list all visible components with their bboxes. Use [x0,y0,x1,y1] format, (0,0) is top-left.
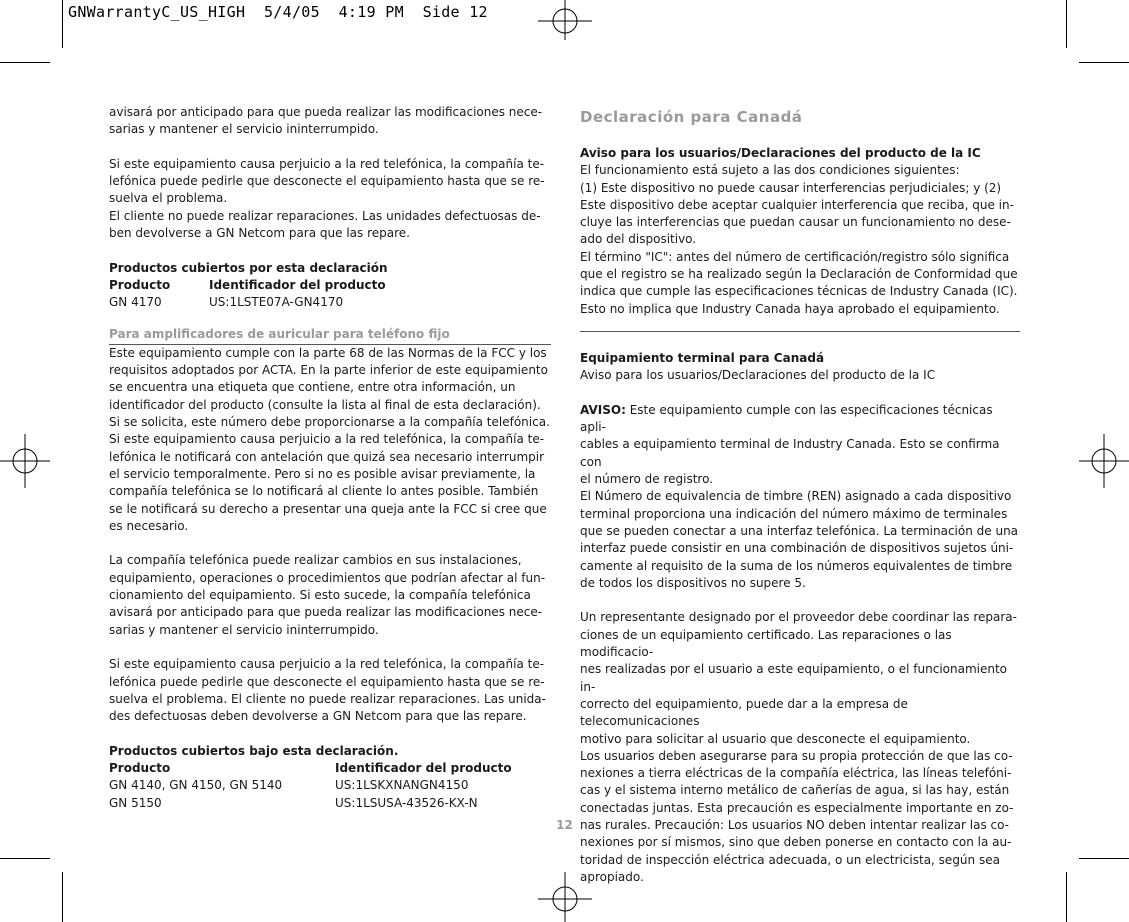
products-heading: Productos cubiertos bajo esta declaración. [109,743,399,758]
text-line: toridad de inspección eléctrica adecuada, o un electricista, según sea [580,852,1000,867]
text-line: el número de registro. [580,472,714,487]
paragraph [109,552,551,638]
terminal-heading: Equipamiento terminal para Canadá [580,350,825,365]
printer-slug: GNWarrantyC_US_HIGH 5/4/05 4:19 PM Side 12 [68,3,488,21]
text-line: cas y el sistema interno metálico de cañerías de agua, si las hay, están [580,783,1010,798]
text-line: indica que cumple las especificaciones técnicas de Industry Canada (IC). [580,284,1018,299]
text-line: suelva el problema. El cliente no puede realizar reparaciones. Las unida- [109,691,546,706]
text-line: avisará por anticipado para que pueda realizar las modificaciones nece- [109,605,543,620]
crop-mark [0,62,50,63]
divider [580,331,1020,332]
text-line: El Número de equivalencia de timbre (REN) asignado a cada dispositivo [580,489,1012,504]
paragraph [109,104,551,139]
crop-mark [0,858,50,859]
paragraph [580,162,1020,318]
aviso-label: AVISO: [580,402,626,417]
table-cell: US:1LSUSA-43526-KX-N [335,795,478,810]
text-line: conectadas juntas. Esta precaución es especialmente importante en zo- [580,800,1014,815]
text-line: interfaz puede consistir en una combinación de dispositivos sujetos úni- [580,541,1014,556]
text-line: Esto no implica que Industry Canada haya aprobado el equipamiento. [580,301,1000,316]
text-line: correcto del equipamiento, puede dar a la empresa de telecomunicaciones [580,696,908,729]
table-cell: US:1LSKXNANGN4150 [335,778,469,793]
text-line: que el registro se ha realizado según la Declaración de Conformidad que [580,267,1018,282]
table-row [109,777,551,794]
text-line: nes realizadas por el usuario a este equipamiento, o el funcionamiento in- [580,662,1008,694]
crop-mark [1079,858,1129,859]
crop-mark [62,0,63,48]
text-line: Si este equipamiento causa perjuicio a la red telefónica, la compañía te- [109,432,545,447]
text-line: motivo para solicitar al usuario que desconecte el equipamiento. [580,731,971,746]
text-line: El cliente no puede realizar reparaciones. Las unidades defectuosas de- [109,208,541,223]
crop-mark [1079,62,1129,63]
text-line: equipamiento, operaciones o procedimientos que podrían afectar al fun- [109,570,546,585]
column-header: Producto [109,277,171,292]
paragraph [580,609,1020,886]
products-heading: Productos cubiertos por esta declaración [109,260,388,275]
text-line: nexiones a tierra eléctricas de la compañía eléctrica, las líneas telefóni- [580,766,1012,781]
text-line: suelva el problema. [109,191,228,206]
text-line: apropiado. [580,869,644,884]
text-line: sarias y mantener el servicio ininterrumpido. [109,622,379,637]
text-line: cables a equipamiento terminal de Industry Canada. Esto se confirma con [580,437,1000,469]
column-header: Identificador del producto [209,277,386,292]
text-line: el servicio temporalmente. Pero si no es posible avisar previamente, la [109,466,536,481]
text-line: Si se solicita, este número debe proporcionarse a la compañía telefónica. [109,415,550,430]
text-line: La compañía telefónica puede realizar cambios en sus instalaciones, [109,553,522,568]
text-line: Los usuarios deben asegurarse para su propia protección de que las co- [580,748,1013,763]
table-row [109,294,551,311]
text-line: camente al requisito de la suma de los números equivalentes de timbre [580,558,1013,573]
paragraph [109,656,551,725]
crop-mark [62,872,63,922]
text-line: avisará por anticipado para que pueda realizar las modificaciones nece- [109,105,543,119]
page-number: 12 [556,818,573,832]
text-line: que se pueden conectar a una interfaz telefónica. La terminación de una [580,523,1019,538]
text-line: El término "IC": antes del número de certificación/registro sólo significa [580,249,1010,264]
text-line: Un representante designado por el proveedor debe coordinar las repara- [580,610,1017,625]
text-line: nexiones por sí mismos, sino que deben ponerse en contacto con la au- [580,835,1012,850]
left-column [109,104,551,812]
subsection-heading: Para amplificadores de auricular para teléfono fijo [109,326,551,345]
aviso-text: Este equipamiento cumple con las especificaciones técnicas apli- [580,402,993,435]
text-line: Si este equipamiento causa perjuicio a la red telefónica, la compañía te- [109,156,545,171]
text-line: requisitos adoptados por ACTA. En la parte inferior de este equipamiento [109,363,548,378]
text-line: des defectuosas deben devolverse a GN Netcom para que las repare. [109,709,527,724]
text-line: Este dispositivo debe aceptar cualquier interferencia que reciba, que in- [580,197,1014,212]
text-line: compañía telefónica se lo notificará al cliente lo antes posible. También [109,484,539,499]
crop-mark [1066,0,1067,48]
aviso-line [580,402,1020,437]
paragraph [109,345,551,535]
registration-mark-left [0,434,50,488]
text-line: sarias y mantener el servicio ininterrumpido. [109,122,379,137]
text-line: lefónica puede pedirle que desconecte el equipamiento hasta que se re- [109,674,545,689]
table-row [109,795,551,812]
text-line: cionamiento del equipamiento. Si esto sucede, la compañía telefónica [109,588,531,603]
table-cell: GN 4170 [109,295,162,310]
registration-mark-right [1079,434,1129,488]
terminal-subheading: Aviso para los usuarios/Declaraciones del producto de la IC [580,368,936,383]
column-header: Producto [109,760,171,775]
text-line: (1) Este dispositivo no puede causar interferencias perjudiciales; y (2) [580,180,1002,195]
notice-heading: Aviso para los usuarios/Declaraciones del producto de la IC [580,146,981,160]
text-line: identificador del producto (consulte la lista al final de esta declaración). [109,397,541,412]
text-line: ado del dispositivo. [580,232,697,247]
text-line: de todos los dispositivos no supere 5. [580,575,806,590]
table-cell: US:1LSTE07A-GN4170 [209,295,344,310]
text-line: ciones de un equipamiento certificado. Las reparaciones o las modificacio- [580,627,952,660]
section-title: Declaración para Canadá [580,108,803,126]
paragraph [580,436,1020,592]
text-line: nas rurales. Precaución: Los usuarios NO deben intentar realizar las co- [580,817,1010,832]
crop-mark [1066,872,1067,922]
text-line: es necesario. [109,518,189,533]
table-cell: GN 4140, GN 4150, GN 5140 [109,778,283,793]
text-line: lefónica puede pedirle que desconecte el equipamiento hasta que se re- [109,174,545,189]
registration-mark-top [538,0,592,40]
products-table-header [109,277,551,294]
text-line: Este equipamiento cumple con la parte 68 de las Normas de la FCC y los [109,345,547,360]
text-line: se encuentra una etiqueta que contiene, entre otra información, un [109,380,516,395]
table-cell: GN 5150 [109,795,162,810]
column-header: Identificador del producto [335,760,512,775]
text-line: cluye las interferencias que puedan causar un funcionamiento no dese- [580,215,1011,230]
products-table-header [109,760,551,777]
text-line: terminal proporciona una indicación del número máximo de terminales [580,506,1008,521]
paragraph [109,156,551,242]
text-line: ben devolverse a GN Netcom para que las repare. [109,226,410,241]
text-line: El funcionamiento está sujeto a las dos condiciones siguientes: [580,163,960,178]
right-column [580,106,1020,886]
text-line: Si este equipamiento causa perjuicio a la red telefónica, la compañía te- [109,657,545,672]
text-line: lefónica le notificará con antelación que quizá sea necesario interrumpir [109,449,545,464]
text-line: se le notificará su derecho a presentar una queja ante la FCC si cree que [109,501,547,516]
